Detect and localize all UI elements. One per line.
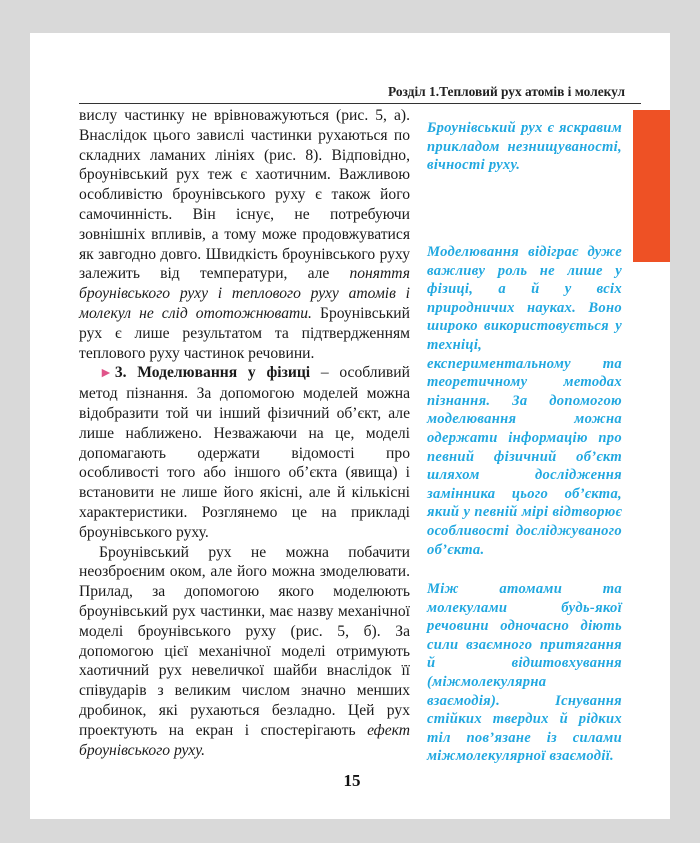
paragraph-2-text: – особливий метод пізнання. За допомогою моделей можна відобразити той чи інший фізичний об’єкт, але лише наближено. Незважаючи на це, моделі допомагають одержати відомості про особливості того або іншого об’єкта (явища) і встановити не лише його якісні, але й кількісні характеристики. Розглянемо це на прикладі броунівського руху. <box>79 364 410 541</box>
running-header: Розділ 1.Тепловий рух атомів і молекул <box>388 84 626 99</box>
paragraph-3-emphasis: ефект броунівського руху. <box>79 721 410 759</box>
margin-note-intermolecular: Між атомами та молекулами будь-якої речовини одночасно діють сили взаємного притягання й відштовхування (міжмолекулярна взаємодія). Існування стійких твердих й рідких тіл пов’язане із силами міжмолекулярної взаємодії. <box>427 581 622 765</box>
paragraph-3 <box>79 543 410 761</box>
paragraph-1-text-a: вислу частинку не врівноважуються (рис. 5, а). Внаслідок цього завислі частинки рухаються по складних ламаних лініях (рис. 8). Відповідно, броунівський рух теж є хаотичним. Важливою особливістю броунівського руху є також його самочинність. Він існує, не потребуючи зовнішніх впливів, а тому може продовжуватися як завгодно довго. Швидкість броунівського руху залежить від температури, але <box>79 107 410 283</box>
triangle-marker-icon: ► <box>99 366 113 382</box>
paragraph-1 <box>79 106 410 363</box>
paragraph-1-text-b: Броунівський рух є лише результатом та підтвердженням теплового руху частинок речовини. <box>79 304 410 362</box>
section-subheading: 3. Моделювання у фізиці <box>114 364 311 382</box>
header-rule <box>79 103 641 104</box>
margin-note-modeling: Моделювання відіграє дуже важливу роль не лише у фізиці, а й у всіх природничих науках. Воно широко використовується у техніці, експериментальному та теоретичному методах пізнання. За допомогою моделювання можна одержати інформацію про певний фізичний об’єкт шляхом дослідження замінника цього об’єкта, який у певній мірі відтворює особливості досліджуваного об’єкта. <box>427 244 622 558</box>
paragraph-1-emphasis: поняття броунівського руху і теплового руху атомів і молекул не слід ототожнювати. <box>79 265 410 322</box>
paragraph-2 <box>79 363 410 542</box>
page-number: 15 <box>343 771 361 790</box>
margin-note-brownian: Броунівський рух є яскравим прикладом незнищуваності, вічності руху. <box>427 120 622 174</box>
chapter-tab <box>633 110 670 262</box>
paragraph-3-text: Броунівський рух не можна побачити неозброєним оком, але його можна змоделювати. Прилад, за допомогою якого моделюють броунівський рух частинки, має назву механічної моделі броунівського руху (рис. 5, б). За допомогою цієї механічної моделі отримують хаотичний рух невеличкої шайби внаслідок її співударів з великим числом значно менших дробинок, які рухаються безладно. Цей рух проектують на екран і спостерігають <box>79 543 410 739</box>
main-text-column <box>79 106 410 760</box>
